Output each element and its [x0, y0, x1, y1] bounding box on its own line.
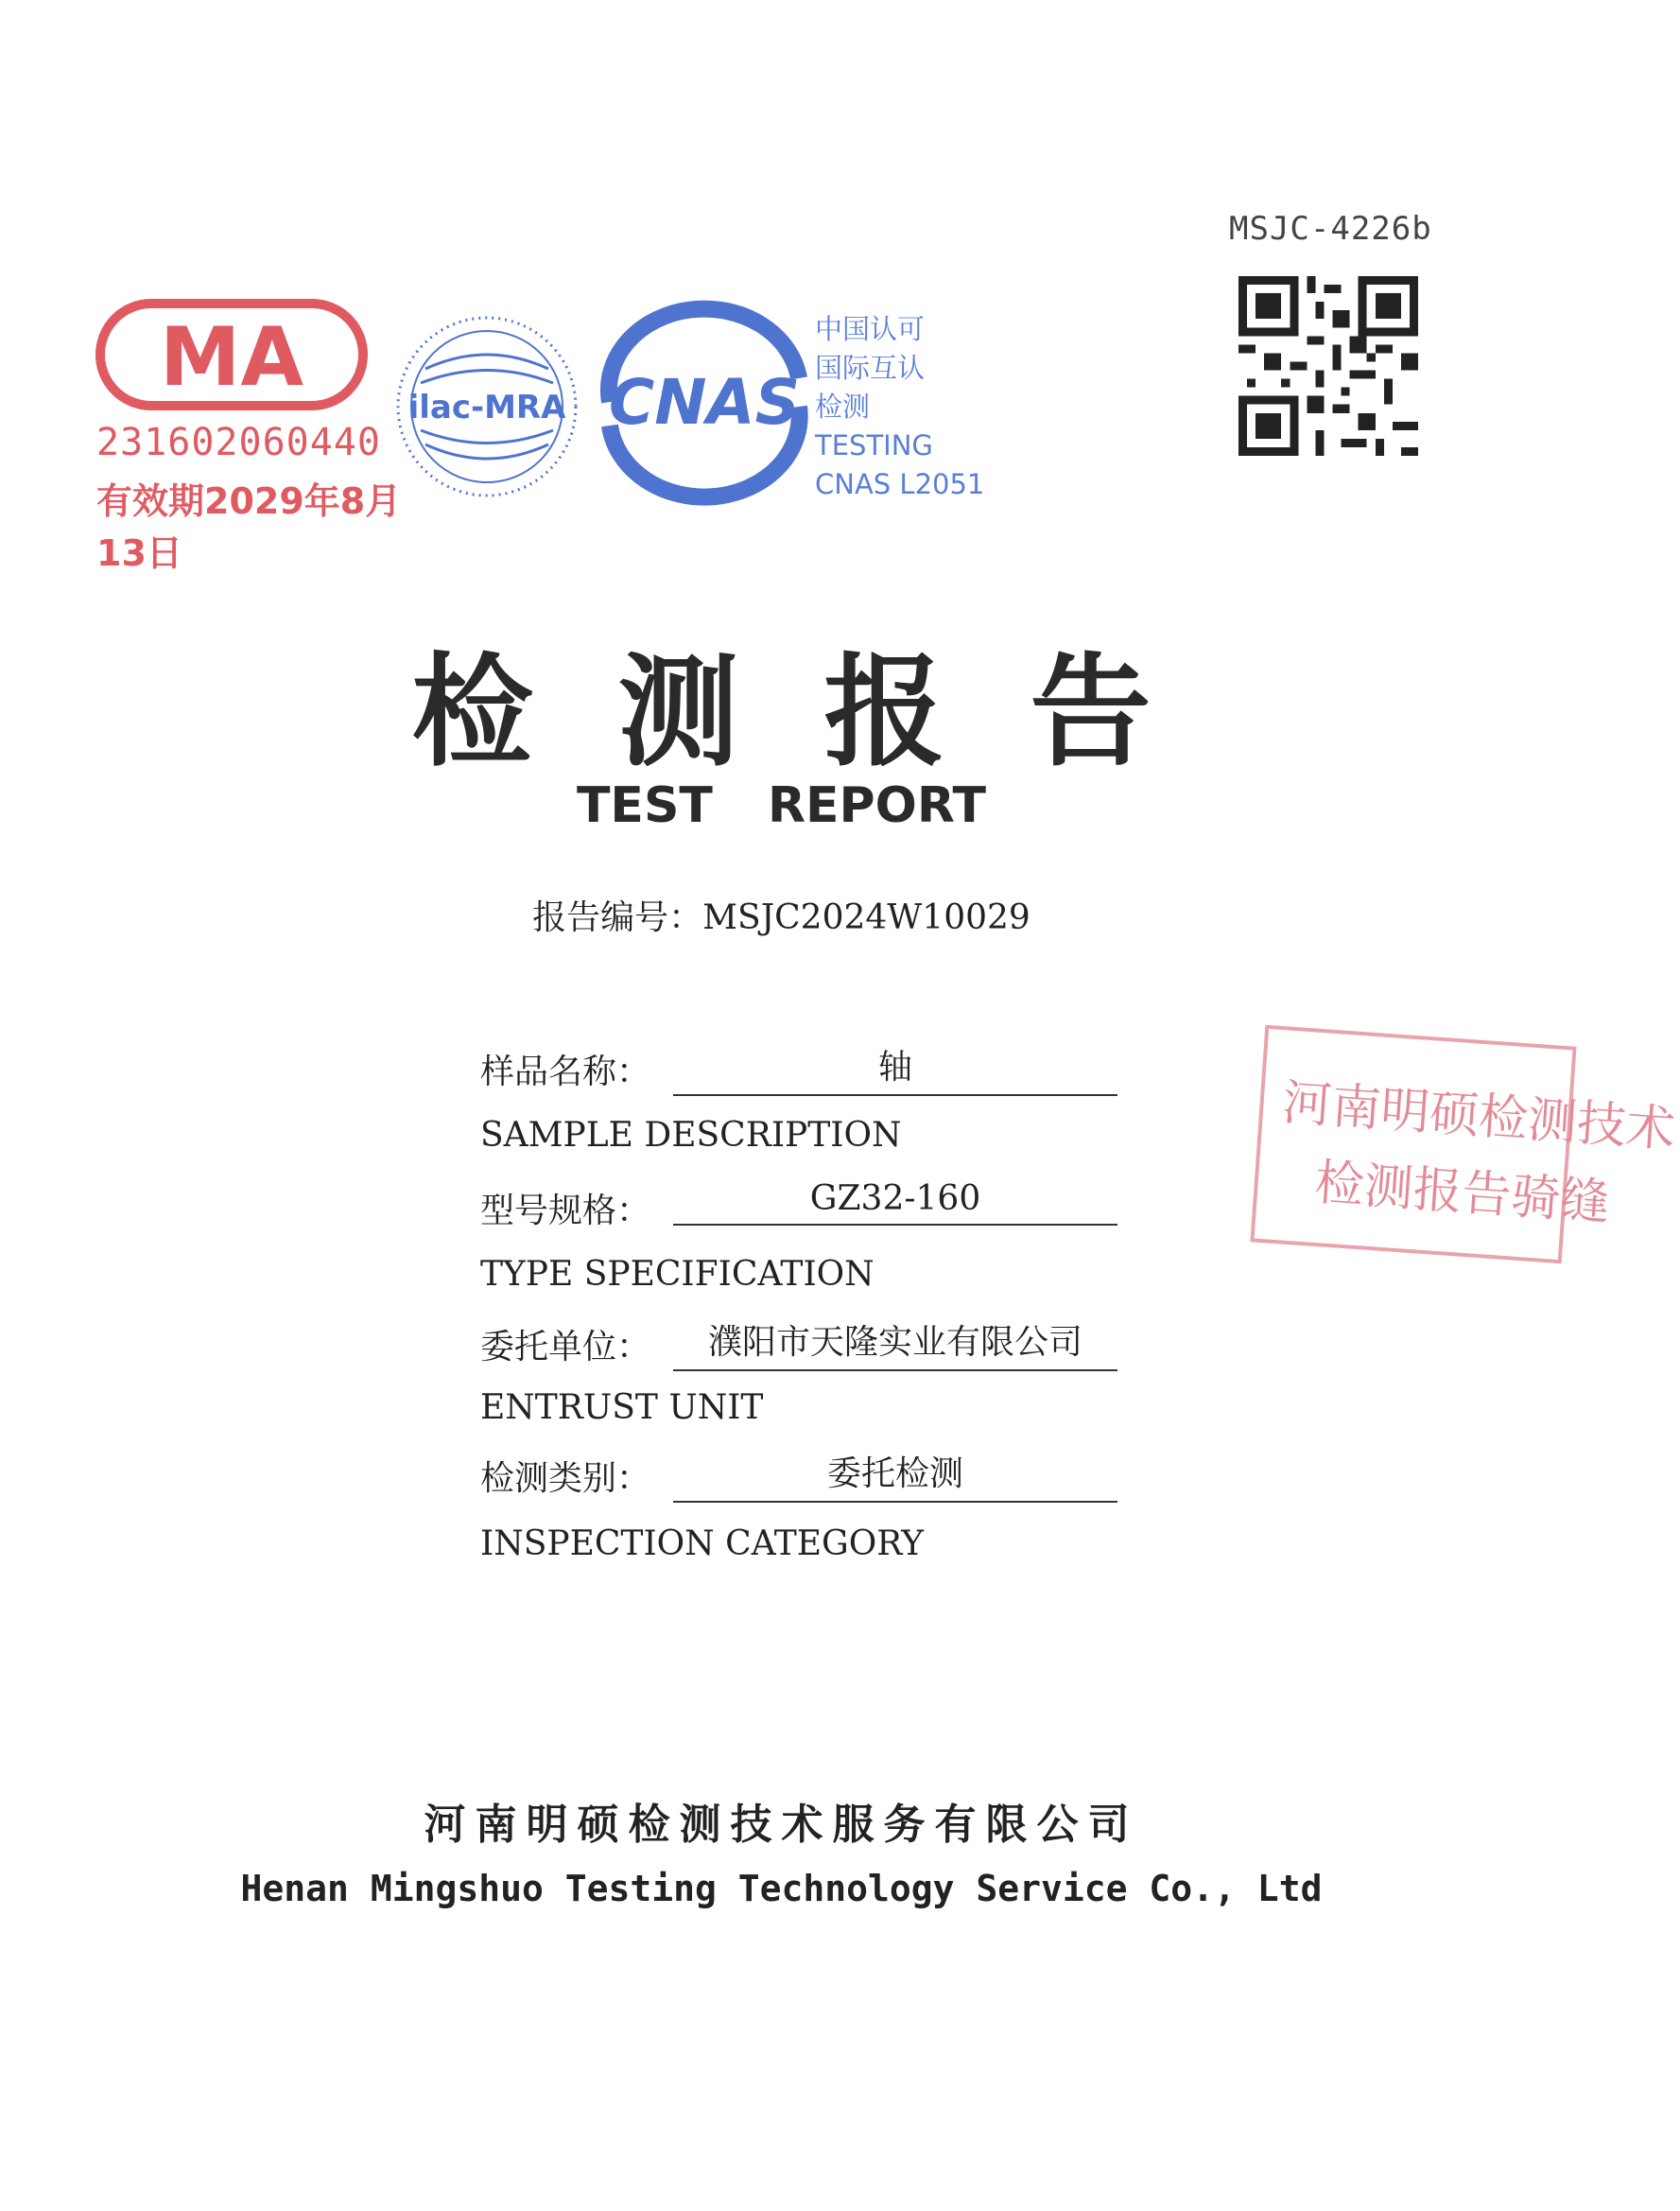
seal-line-2: 检测报告骑缝	[1312, 1154, 1612, 1232]
cma-number: 231602060440	[96, 421, 381, 464]
seal-line-1: 河南明硕检测技术	[1280, 1074, 1677, 1159]
report-title-cn: 检测报告	[411, 642, 1237, 783]
cnas-line: 中国认可	[815, 313, 926, 345]
category-label-en: INSPECTION CATEGORY	[480, 1524, 925, 1563]
cma-validity: 有效期2029年8月13日	[96, 480, 402, 574]
ilac-mra-logo-icon	[392, 312, 581, 501]
cma-logo-icon	[95, 298, 369, 411]
cnas-line: 检测	[815, 391, 871, 423]
sample-label: 样品名称：	[480, 1053, 651, 1091]
category-label: 检测类别：	[480, 1459, 651, 1498]
form-code: MSJC-4226b	[1229, 210, 1432, 248]
entrust-label-en: ENTRUST UNIT	[480, 1388, 764, 1427]
company-name-en: Henan Mingshuo Testing Technology Service Co., Ltd	[240, 1868, 1323, 1909]
type-value: GZ32-160	[673, 1179, 1117, 1226]
sample-label-en: SAMPLE DESCRIPTION	[480, 1116, 902, 1155]
svg-text:ilac-MRA: ilac-MRA	[407, 389, 566, 427]
cnas-line: 国际互认	[815, 352, 926, 384]
sample-value: 轴	[673, 1040, 1117, 1096]
svg-text:CNAS: CNAS	[608, 366, 801, 439]
category-value: 委托检测	[673, 1447, 1117, 1503]
svg-text:MA: MA	[159, 310, 304, 405]
entrust-value: 濮阳市天隆实业有限公司	[673, 1315, 1117, 1371]
cnas-line: TESTING	[815, 429, 933, 461]
cnas-caption	[815, 310, 984, 504]
cma-stamp	[95, 298, 407, 574]
cnas-line: CNAS L2051	[815, 468, 985, 500]
qr-code-icon[interactable]	[1238, 276, 1418, 456]
type-label-en: TYPE SPECIFICATION	[480, 1255, 875, 1294]
seam-seal-stamp	[1250, 1025, 1677, 1263]
cnas-logo-icon	[591, 312, 818, 492]
company-name-cn: 河南明硕检测技术服务有限公司	[424, 1801, 1139, 1849]
report-title-en: TEST REPORT	[576, 777, 987, 834]
entrust-label: 委托单位：	[480, 1328, 651, 1367]
report-number: 报告编号：MSJC2024W10029	[532, 898, 1031, 937]
type-label: 型号规格：	[480, 1192, 651, 1230]
